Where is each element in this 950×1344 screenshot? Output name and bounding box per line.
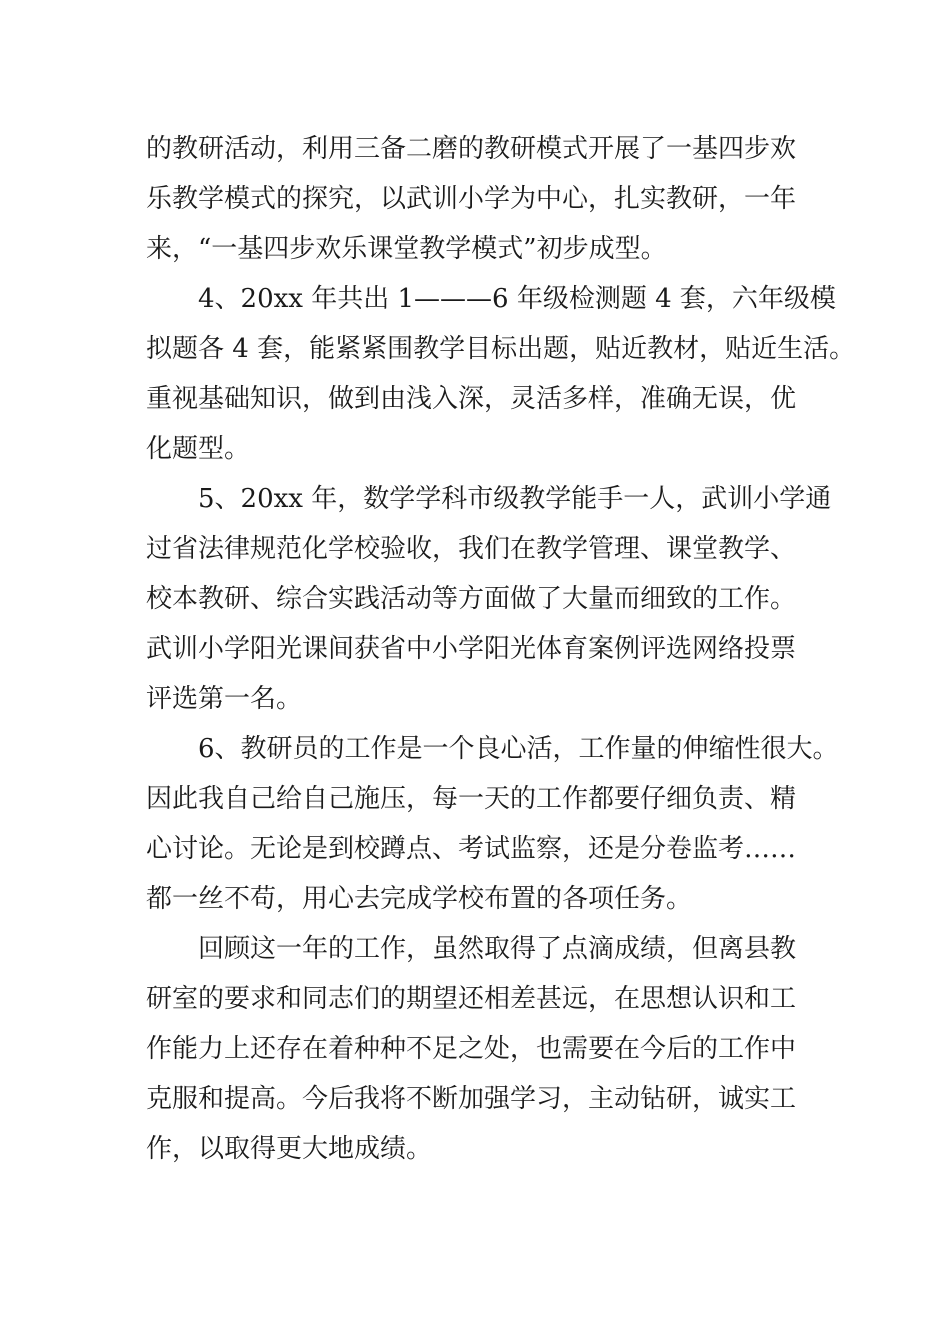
paragraph-line: 的教研活动，利用三备二磨的教研模式开展了一基四步欢 [146, 134, 797, 164]
paragraph-line: 评选第一名。 [146, 684, 303, 714]
paragraph-line: 5、20xx 年，数学学科市级教学能手一人，武训小学通 [198, 484, 832, 514]
paragraph-line: 校本教研、综合实践活动等方面做了大量而细致的工作。 [146, 584, 797, 614]
paragraph-line: 4、20xx 年共出 1———6 年级检测题 4 套，六年级模 [198, 284, 836, 314]
paragraph-line: 武训小学阳光课间获省中小学阳光体育案例评选网络投票 [146, 634, 797, 664]
paragraph-line: 作能力上还存在着种种不足之处，也需要在今后的工作中 [146, 1034, 797, 1064]
paragraph-line: 都一丝不苟，用心去完成学校布置的各项任务。 [146, 884, 693, 914]
paragraph-line: 因此我自己给自己施压，每一天的工作都要仔细负责、精 [146, 784, 797, 814]
paragraph-line: 来，“一基四步欢乐课堂教学模式”初步成型。 [146, 234, 667, 264]
paragraph-line: 心讨论。无论是到校蹲点、考试监察，还是分卷监考…… [146, 834, 797, 864]
paragraph-line: 作，以取得更大地成绩。 [146, 1134, 433, 1164]
paragraph-line: 过省法律规范化学校验收，我们在教学管理、课堂教学、 [146, 534, 797, 564]
paragraph-line: 重视基础知识，做到由浅入深，灵活多样，准确无误，优 [146, 384, 797, 414]
paragraph-line: 回顾这一年的工作，虽然取得了点滴成绩，但离县教 [198, 934, 797, 964]
paragraph-line: 克服和提高。今后我将不断加强学习，主动钻研，诚实工 [146, 1084, 797, 1114]
paragraph-line: 拟题各 4 套，能紧紧围教学目标出题，贴近教材，贴近生活。 [146, 334, 856, 364]
paragraph-line: 研室的要求和同志们的期望还相差甚远，在思想认识和工 [146, 984, 797, 1014]
paragraph-line: 乐教学模式的探究，以武训小学为中心，扎实教研，一年 [146, 184, 797, 214]
paragraph-line: 化题型。 [146, 434, 251, 464]
paragraph-line: 6、教研员的工作是一个良心活，工作量的伸缩性很大。 [198, 734, 839, 764]
document-body [146, 124, 856, 1174]
